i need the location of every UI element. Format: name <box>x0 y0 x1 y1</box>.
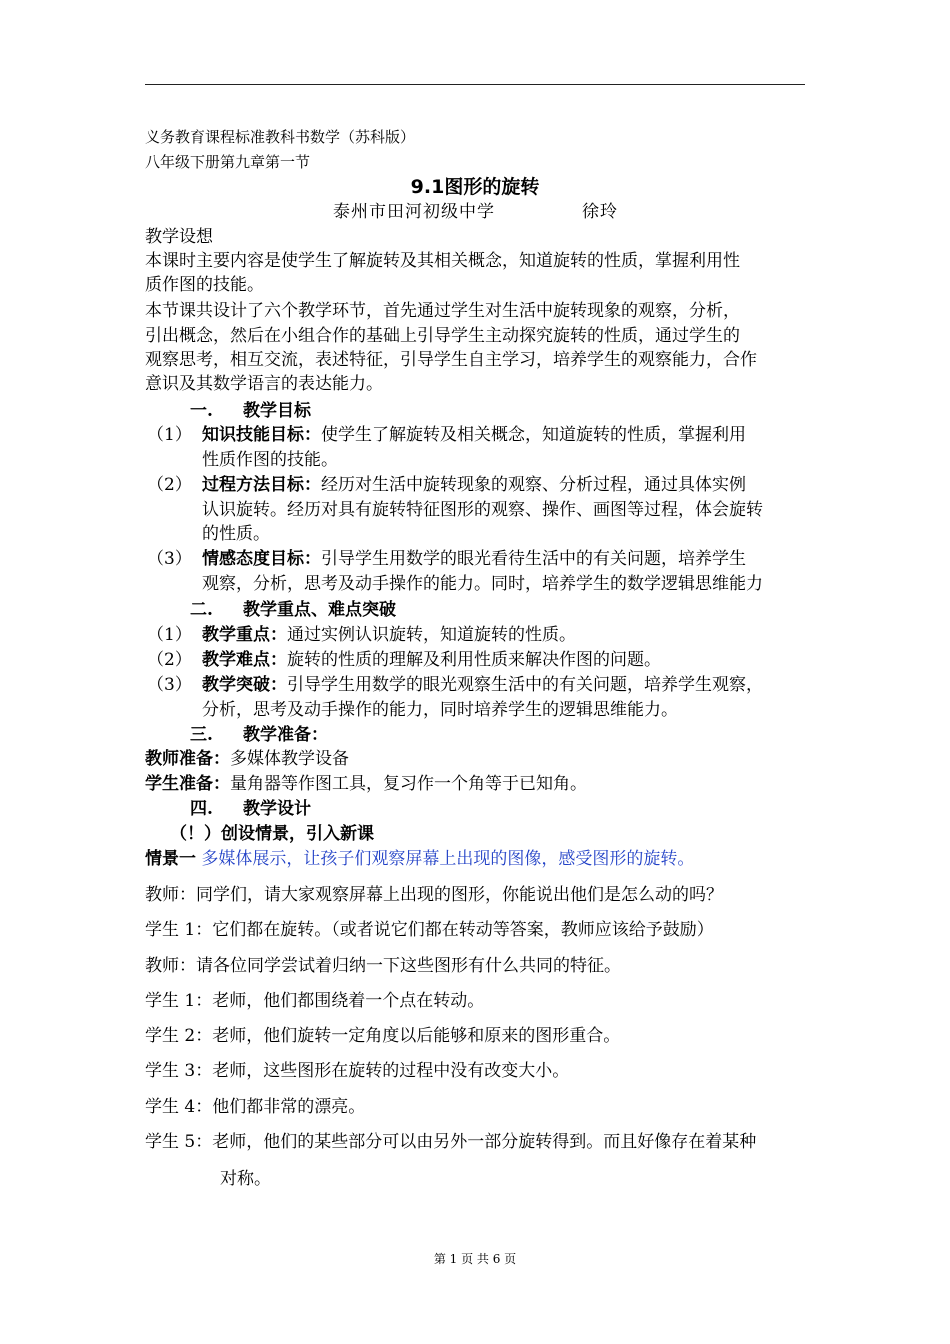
section-1-title: 教学目标 <box>243 401 311 421</box>
goal-3-number: （3） <box>147 549 192 569</box>
section-2-title: 教学重点、难点突破 <box>243 600 396 620</box>
design-p1-line: 质作图的技能。 <box>145 275 264 295</box>
student-prep-label: 学生准备： <box>145 774 230 794</box>
page-title: 9.1图形的旋转 <box>410 176 540 198</box>
goal-3-text-cont: 观察，分析，思考及动手操作的能力。同时，培养学生的数学逻辑思维能力 <box>202 574 763 594</box>
focus-1-text: 通过实例认识旋转，知道旋转的性质。 <box>287 625 576 645</box>
section-4-number: 四. <box>190 799 213 819</box>
dialogue-line: 学生 2：老师，他们旋转一定角度以后能够和原来的图形重合。 <box>145 1026 621 1046</box>
author-school: 泰州市田河初级中学 <box>333 202 495 222</box>
design-p2-line: 本节课共设计了六个教学环节，首先通过学生对生活中旋转现象的观察，分析， <box>145 301 740 321</box>
design-p1-line: 本课时主要内容是使学生了解旋转及其相关概念，知道旋转的性质，掌握利用性 <box>145 251 740 271</box>
section-3-title: 教学准备： <box>243 725 328 745</box>
goal-1-text: 使学生了解旋转及相关概念，知道旋转的性质，掌握利用 <box>321 425 746 445</box>
header-line-2: 八年级下册第九章第一节 <box>145 153 311 171</box>
author-name: 徐玲 <box>582 202 618 222</box>
goal-3-text: 引导学生用数学的眼光看待生活中的有关问题，培养学生 <box>321 549 746 569</box>
goal-2-number: （2） <box>147 475 192 495</box>
focus-3-label: 教学突破： <box>202 675 287 695</box>
scene-label: 情景一 <box>145 849 196 869</box>
focus-2-label: 教学难点： <box>202 650 287 670</box>
dialogue-line: 学生 5：老师，他们的某些部分可以由另外一部分旋转得到。而且好像存在着某种 <box>145 1132 757 1152</box>
design-p2-line: 观察思考，相互交流，表述特征，引导学生自主学习，培养学生的观察能力，合作 <box>145 350 757 370</box>
focus-1-label: 教学重点： <box>202 625 287 645</box>
design-heading: 教学设想 <box>145 227 213 247</box>
goal-1-text-cont: 性质作图的技能。 <box>202 450 338 470</box>
page-footer: 第 1 页 共 6 页 <box>433 1252 517 1266</box>
goal-1-number: （1） <box>147 425 192 445</box>
section-1-number: 一. <box>190 401 213 421</box>
teacher-prep-text: 多媒体教学设备 <box>230 749 349 769</box>
focus-3-text-cont: 分析，思考及动手操作的能力，同时培养学生的逻辑思维能力。 <box>202 700 678 720</box>
goal-1-label: 知识技能目标： <box>202 425 321 445</box>
student-prep-text: 量角器等作图工具，复习作一个角等于已知角。 <box>230 774 587 794</box>
dialogue-line: 学生 3：老师，这些图形在旋转的过程中没有改变大小。 <box>145 1061 570 1081</box>
focus-3-text: 引导学生用数学的眼光观察生活中的有关问题，培养学生观察， <box>287 675 763 695</box>
goal-2-text-cont: 认识旋转。经历对具有旋转特征图形的观察、操作、画图等过程，体会旋转 <box>202 500 763 520</box>
teacher-prep-label: 教师准备： <box>145 749 230 769</box>
design-p2-line: 意识及其数学语言的表达能力。 <box>145 374 383 394</box>
dialogue-line: 教师：同学们，请大家观察屏幕上出现的图形，你能说出他们是怎么动的吗？ <box>145 885 723 905</box>
scene-text: 多媒体展示，让孩子们观察屏幕上出现的图像，感受图形的旋转。 <box>201 849 695 869</box>
section-4-subheading: （！）创设情景，引入新课 <box>170 824 374 844</box>
design-p2-line: 引出概念，然后在小组合作的基础上引导学生主动探究旋转的性质，通过学生的 <box>145 326 740 346</box>
section-4-title: 教学设计 <box>243 799 311 819</box>
section-3-number: 三. <box>190 725 213 745</box>
dialogue-line: 学生 4：他们都非常的漂亮。 <box>145 1097 366 1117</box>
focus-2-number: （2） <box>147 650 192 670</box>
focus-1-number: （1） <box>147 625 192 645</box>
goal-3-label: 情感态度目标： <box>202 549 321 569</box>
goal-2-label: 过程方法目标： <box>202 475 321 495</box>
header-line-1: 义务教育课程标准教科书数学（苏科版） <box>145 128 416 146</box>
dialogue-line: 教师：请各位同学尝试着归纳一下这些图形有什么共同的特征。 <box>145 956 621 976</box>
focus-2-text: 旋转的性质的理解及利用性质来解决作图的问题。 <box>287 650 661 670</box>
dialogue-line: 学生 1：老师，他们都围绕着一个点在转动。 <box>145 991 485 1011</box>
focus-3-number: （3） <box>147 675 192 695</box>
section-2-number: 二. <box>190 600 213 620</box>
dialogue-line-cont: 对称。 <box>220 1169 271 1189</box>
dialogue-line: 学生 1：它们都在旋转。（或者说它们都在转动等答案，教师应该给予鼓励） <box>145 920 714 940</box>
goal-2-text: 经历对生活中旋转现象的观察、分析过程，通过具体实例 <box>321 475 746 495</box>
header-rule <box>145 84 805 85</box>
goal-2-text-cont: 的性质。 <box>202 524 270 544</box>
